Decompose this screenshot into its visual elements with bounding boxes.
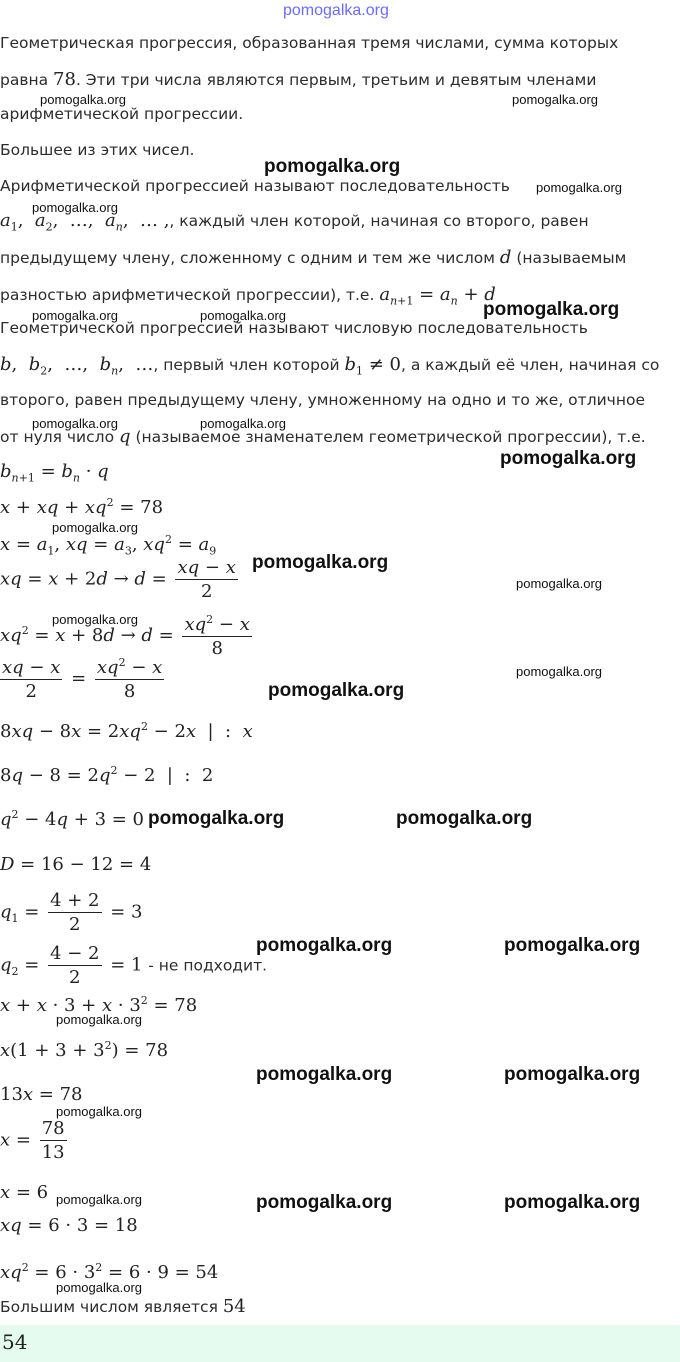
geom-b1-nonzero: $b_1 \ne 0$ <box>344 354 401 378</box>
conclusion-value: 54 <box>222 1296 246 1317</box>
arith-sequence-formula: $a_1$, $a_2$, …, $a_n$, … , <box>0 210 170 234</box>
watermark-big: pomogalka.org <box>500 448 637 469</box>
arith-def-line-4-head: разностью арифметической прогрессии), т.е. <box>0 286 375 304</box>
watermark-small: pomogalka.org <box>536 180 622 195</box>
watermark-small: pomogalka.org <box>516 664 602 679</box>
watermark-big: pomogalka.org <box>504 1192 641 1213</box>
eq-substitute: $x + x \cdot 3 + x \cdot 3^2 = 78$ <box>0 994 198 1016</box>
eq-divided: $8q - 8 = 2q^2 - 2$ | : 2 <box>0 764 214 786</box>
eq-x-value: x = 6 <box>0 1182 49 1203</box>
eq-quadratic: $q^2 - 4q + 3 = 0$ <box>0 808 145 830</box>
eq-sum: x + xq + $xq^2 = 78$ <box>0 496 164 518</box>
eq-x-fraction: x = $\frac{78}{13}$ <box>0 1118 65 1163</box>
watermark-small: pomogalka.org <box>32 200 118 215</box>
watermark-small: pomogalka.org <box>52 520 138 535</box>
eq-d-from-a9: $xq^2 = x + 8d \to d$ = $\frac{xq^2 - x}{8}$ <box>0 613 250 659</box>
arith-def-line-3-head: предыдущему члену, сложенному с одним и тем же числом <box>0 249 495 267</box>
watermark-small: pomogalka.org <box>200 308 286 323</box>
watermark-small: pomogalka.org <box>32 308 118 323</box>
arith-def-line-2-tail: , каждый член которой, начиная со второго, равен <box>169 212 589 230</box>
eq-discriminant: D = 16 − 12 = 4 <box>0 854 152 875</box>
geom-def-line-1: Геометрической прогрессией называют числовую последовательность <box>0 319 588 337</box>
watermark-big: pomogalka.org <box>252 552 389 573</box>
watermark-small: pomogalka.org <box>56 1104 142 1119</box>
watermark-small: pomogalka.org <box>32 416 118 431</box>
arith-def-line-3-tail: (называемым <box>516 249 627 267</box>
geom-def-line-3: второго, равен предыдущему члену, умноженному на одно и то же, отличное <box>0 391 645 409</box>
eq-factored: $x(1 + 3 + 3^2) = 78$ <box>0 1039 169 1061</box>
problem-line-2 <box>0 69 596 90</box>
q2-rejected-note: - не подходит. <box>148 956 268 975</box>
watermark-small: pomogalka.org <box>200 416 286 431</box>
watermark-big: pomogalka.org <box>504 1064 641 1085</box>
problem-sum-value: 78 <box>53 69 76 90</box>
answer-value: 54 <box>2 1330 28 1354</box>
watermark-small: pomogalka.org <box>56 1280 142 1295</box>
arith-recurrence-formula: $a_{n+1} = a_n + d$ <box>379 284 496 308</box>
eq-second-number: xq = 6 · 3 = 18 <box>0 1215 138 1236</box>
problem-line-3: арифметической прогрессии. <box>0 105 244 123</box>
watermark-top: pomogalka.org <box>283 2 389 19</box>
watermark-small: pomogalka.org <box>40 92 126 107</box>
geom-def-line-2 <box>0 354 659 378</box>
watermark-small: pomogalka.org <box>516 576 602 591</box>
problem-line-1: Геометрическая прогрессия, образованная тремя числами, сумма которых <box>0 34 619 52</box>
conclusion <box>0 1296 246 1317</box>
watermark-big: pomogalka.org <box>396 808 533 829</box>
arith-def-line-1: Арифметической прогрессией называют последовательность <box>0 177 510 195</box>
conclusion-prefix: Большим числом является <box>0 1298 218 1316</box>
answer-box <box>0 1325 680 1362</box>
eq-q2: $q_2$ = $\frac{4 - 2}{2}$ = 1 - не подходит. <box>0 943 268 988</box>
arith-d-symbol: d <box>499 247 512 268</box>
problem-question: Большее из этих чисел. <box>0 141 195 159</box>
eq-equate-d: $\frac{xq - x}{2}$ = $\frac{xq^2 - x}{8}$ <box>2 656 163 702</box>
watermark-small: pomogalka.org <box>52 612 138 627</box>
watermark-small: pomogalka.org <box>512 92 598 107</box>
problem-line-2-prefix: равна <box>0 71 49 89</box>
watermark-big: pomogalka.org <box>256 935 393 956</box>
eq-terms: $x = a_1$, xq = $a_3$, $xq^2 = a_9$ <box>0 533 217 558</box>
eq-q1: $q_1$ = $\frac{4 + 2}{2}$ = 3 <box>0 890 143 935</box>
eq-third-number: $xq^2 = 6 \cdot 3^2 = 6 \cdot 9 = 54$ <box>0 1261 219 1283</box>
geom-def-line-4-head: от нуля число <box>0 428 115 446</box>
watermark-big: pomogalka.org <box>148 808 285 829</box>
watermark-big: pomogalka.org <box>268 680 405 701</box>
geom-def-line-2-tail: , а каждый её член, начиная со <box>400 356 660 374</box>
eq-d-from-a3: xq = x + 2d → d = $\frac{xq - x}{2}$ <box>0 557 236 602</box>
geom-sequence-formula: b, $b_2$, …, $b_n$, … <box>0 354 154 378</box>
watermark-big: pomogalka.org <box>264 156 401 177</box>
eq-cleared: $8xq - 8x = 2xq^2 - 2x$ | : x <box>0 720 253 742</box>
watermark-small: pomogalka.org <box>56 1012 142 1027</box>
problem-line-2-suffix: . Эти три числа являются первым, третьим и девятым членами <box>75 71 597 89</box>
arith-def-line-3 <box>0 247 626 268</box>
watermark-big: pomogalka.org <box>504 935 641 956</box>
geom-def-line-2-mid: , первый член которой <box>153 356 340 374</box>
watermark-small: pomogalka.org <box>56 1192 142 1207</box>
geom-q-symbol: q <box>119 426 131 447</box>
arith-def-line-4 <box>0 284 496 308</box>
watermark-big: pomogalka.org <box>256 1064 393 1085</box>
watermark-big: pomogalka.org <box>256 1192 393 1213</box>
eq-13x: 13x = 78 <box>0 1084 83 1105</box>
geom-recurrence-formula: $b_{n+1} = b_n \cdot q$ <box>0 461 109 485</box>
geom-def-line-4-tail: (называемое знаменателем геометрической прогрессии), т.е. <box>135 428 646 446</box>
watermark-big: pomogalka.org <box>483 299 620 320</box>
